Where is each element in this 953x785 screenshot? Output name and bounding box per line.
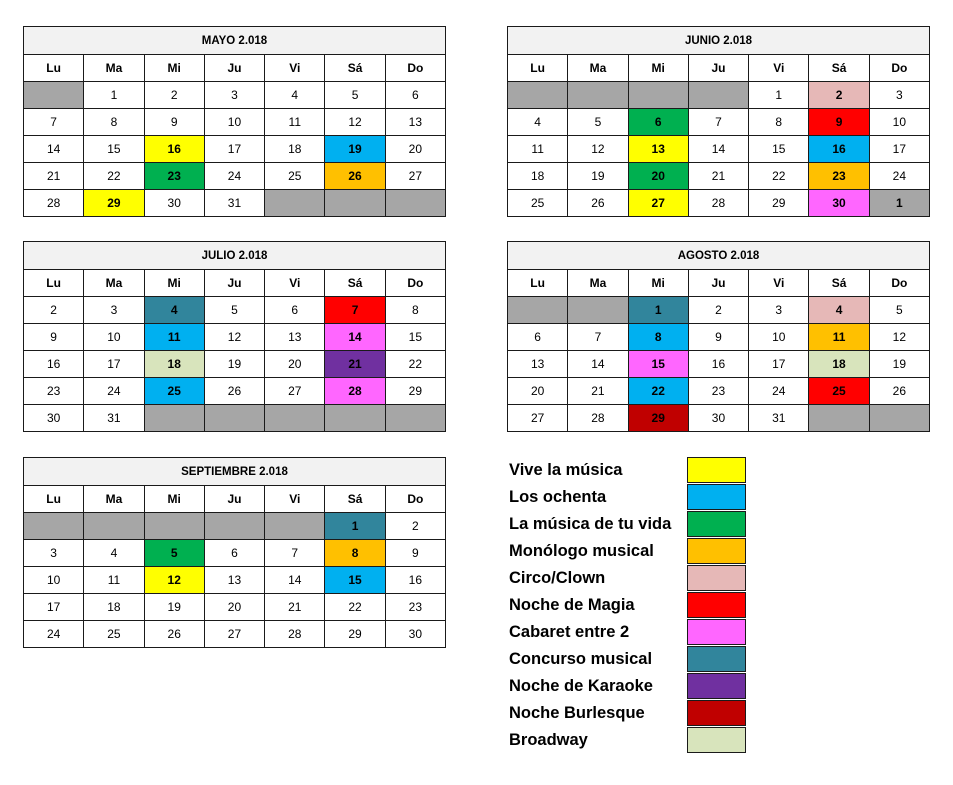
day-cell: 22 <box>749 163 809 190</box>
weekday-header: Sá <box>809 270 869 297</box>
week-row <box>508 297 930 324</box>
day-cell: 5 <box>325 82 385 109</box>
day-cell: 14 <box>568 351 628 378</box>
event-day-cell: 7 <box>325 297 385 324</box>
day-cell: 3 <box>24 540 84 567</box>
weekday-header: Mi <box>144 55 204 82</box>
day-cell: 19 <box>144 594 204 621</box>
weekday-header: Sá <box>325 270 385 297</box>
day-cell: 15 <box>385 324 445 351</box>
legend-color-swatch <box>687 592 746 618</box>
weekday-header: Do <box>869 55 929 82</box>
event-day-cell: 14 <box>325 324 385 351</box>
empty-day-cell <box>265 513 325 540</box>
weekday-header-row <box>24 486 446 513</box>
day-cell: 7 <box>688 109 748 136</box>
day-cell: 10 <box>749 324 809 351</box>
event-day-cell: 26 <box>325 163 385 190</box>
day-cell: 30 <box>144 190 204 217</box>
weekday-header: Mi <box>628 270 688 297</box>
day-cell: 12 <box>568 136 628 163</box>
day-cell: 5 <box>568 109 628 136</box>
day-cell: 3 <box>749 297 809 324</box>
event-day-cell: 8 <box>628 324 688 351</box>
weekday-header: Sá <box>809 55 869 82</box>
day-cell: 4 <box>84 540 144 567</box>
weekday-header-row <box>508 270 930 297</box>
weekday-header: Vi <box>265 486 325 513</box>
legend-label: Concurso musical <box>509 650 653 668</box>
event-day-cell: 19 <box>325 136 385 163</box>
empty-day-cell <box>568 82 628 109</box>
day-cell: 29 <box>385 378 445 405</box>
legend-color-swatch <box>687 484 746 510</box>
day-cell: 10 <box>204 109 264 136</box>
weekday-header: Lu <box>24 270 84 297</box>
day-cell: 26 <box>869 378 929 405</box>
day-cell: 25 <box>508 190 568 217</box>
day-cell: 18 <box>84 594 144 621</box>
day-cell: 28 <box>24 190 84 217</box>
day-cell: 19 <box>204 351 264 378</box>
day-cell: 28 <box>688 190 748 217</box>
legend-label: La música de tu vida <box>509 515 672 533</box>
day-cell: 30 <box>385 621 445 648</box>
weekday-header: Ju <box>204 486 264 513</box>
event-day-cell: 1 <box>628 297 688 324</box>
weekday-header: Mi <box>628 55 688 82</box>
day-cell: 18 <box>265 136 325 163</box>
event-day-cell: 27 <box>628 190 688 217</box>
day-cell: 17 <box>24 594 84 621</box>
day-cell: 30 <box>688 405 748 432</box>
event-day-cell: 4 <box>144 297 204 324</box>
event-day-cell: 4 <box>809 297 869 324</box>
week-row <box>24 567 446 594</box>
event-day-cell: 25 <box>809 378 869 405</box>
day-cell: 22 <box>325 594 385 621</box>
week-row <box>24 351 446 378</box>
day-cell: 24 <box>869 163 929 190</box>
day-cell: 20 <box>265 351 325 378</box>
day-cell: 10 <box>869 109 929 136</box>
day-cell: 3 <box>84 297 144 324</box>
calendar-may <box>23 26 446 217</box>
calendar-september <box>23 457 446 648</box>
day-cell: 25 <box>84 621 144 648</box>
weekday-header: Vi <box>265 55 325 82</box>
calendar-title: MAYO 2.018 <box>24 27 446 55</box>
day-cell: 12 <box>204 324 264 351</box>
day-cell: 11 <box>84 567 144 594</box>
week-row <box>508 163 930 190</box>
event-day-cell: 30 <box>809 190 869 217</box>
weekday-header-row <box>24 55 446 82</box>
day-cell: 6 <box>508 324 568 351</box>
legend-color-swatch <box>687 727 746 753</box>
event-day-cell: 11 <box>144 324 204 351</box>
calendar-june <box>507 26 930 217</box>
calendar-title: AGOSTO 2.018 <box>508 242 930 270</box>
week-row <box>24 297 446 324</box>
week-row <box>24 163 446 190</box>
weekday-header-row <box>24 270 446 297</box>
weekday-header: Ma <box>568 55 628 82</box>
week-row <box>24 621 446 648</box>
week-row <box>508 136 930 163</box>
day-cell: 21 <box>568 378 628 405</box>
weekday-header: Do <box>385 486 445 513</box>
weekday-header: Ju <box>204 270 264 297</box>
legend-color-swatch <box>687 700 746 726</box>
day-cell: 24 <box>204 163 264 190</box>
day-cell: 12 <box>869 324 929 351</box>
weekday-header: Mi <box>144 486 204 513</box>
empty-day-cell <box>385 190 445 217</box>
day-cell: 27 <box>385 163 445 190</box>
week-row <box>508 324 930 351</box>
weekday-header: Ma <box>84 270 144 297</box>
calendar-title: SEPTIEMBRE 2.018 <box>24 458 446 486</box>
week-row <box>24 405 446 432</box>
day-cell: 7 <box>265 540 325 567</box>
day-cell: 7 <box>568 324 628 351</box>
week-row <box>24 109 446 136</box>
event-day-cell: 1 <box>325 513 385 540</box>
day-cell: 23 <box>24 378 84 405</box>
event-day-cell: 21 <box>325 351 385 378</box>
event-day-cell: 8 <box>325 540 385 567</box>
empty-day-cell: 1 <box>869 190 929 217</box>
legend-label: Vive la música <box>509 461 623 479</box>
week-row <box>508 405 930 432</box>
day-cell: 4 <box>508 109 568 136</box>
legend-label: Noche de Karaoke <box>509 677 653 695</box>
event-day-cell: 16 <box>809 136 869 163</box>
empty-day-cell <box>385 405 445 432</box>
day-cell: 31 <box>84 405 144 432</box>
day-cell: 4 <box>265 82 325 109</box>
day-cell: 2 <box>385 513 445 540</box>
day-cell: 18 <box>508 163 568 190</box>
event-day-cell: 28 <box>325 378 385 405</box>
empty-day-cell <box>508 82 568 109</box>
day-cell: 6 <box>385 82 445 109</box>
day-cell: 21 <box>688 163 748 190</box>
legend-color-swatch <box>687 538 746 564</box>
week-row <box>24 594 446 621</box>
event-day-cell: 29 <box>628 405 688 432</box>
day-cell: 16 <box>385 567 445 594</box>
day-cell: 10 <box>84 324 144 351</box>
empty-day-cell <box>144 513 204 540</box>
weekday-header: Vi <box>749 55 809 82</box>
day-cell: 11 <box>508 136 568 163</box>
day-cell: 19 <box>869 351 929 378</box>
event-day-cell: 18 <box>809 351 869 378</box>
legend-color-swatch <box>687 457 746 483</box>
event-day-cell: 20 <box>628 163 688 190</box>
day-cell: 27 <box>508 405 568 432</box>
calendar-title: JUNIO 2.018 <box>508 27 930 55</box>
weekday-header: Ma <box>84 55 144 82</box>
weekday-header: Ju <box>688 55 748 82</box>
day-cell: 29 <box>749 190 809 217</box>
day-cell: 24 <box>84 378 144 405</box>
day-cell: 26 <box>144 621 204 648</box>
weekday-header: Lu <box>508 55 568 82</box>
day-cell: 13 <box>385 109 445 136</box>
day-cell: 9 <box>24 324 84 351</box>
day-cell: 3 <box>204 82 264 109</box>
day-cell: 13 <box>265 324 325 351</box>
weekday-header: Ma <box>568 270 628 297</box>
day-cell: 19 <box>568 163 628 190</box>
calendar-title-row <box>24 458 446 486</box>
legend-color-swatch <box>687 619 746 645</box>
week-row <box>508 82 930 109</box>
week-row <box>24 324 446 351</box>
day-cell: 9 <box>688 324 748 351</box>
day-cell: 29 <box>325 621 385 648</box>
day-cell: 9 <box>385 540 445 567</box>
empty-day-cell <box>325 190 385 217</box>
weekday-header: Do <box>869 270 929 297</box>
weekday-header-row <box>508 55 930 82</box>
day-cell: 28 <box>265 621 325 648</box>
day-cell: 9 <box>144 109 204 136</box>
day-cell: 23 <box>688 378 748 405</box>
event-day-cell: 13 <box>628 136 688 163</box>
event-day-cell: 15 <box>325 567 385 594</box>
calendar-title-row <box>508 242 930 270</box>
day-cell: 24 <box>24 621 84 648</box>
empty-day-cell <box>628 82 688 109</box>
legend-label: Cabaret entre 2 <box>509 623 630 641</box>
weekday-header: Sá <box>325 55 385 82</box>
day-cell: 27 <box>204 621 264 648</box>
day-cell: 8 <box>749 109 809 136</box>
event-day-cell: 2 <box>809 82 869 109</box>
day-cell: 17 <box>869 136 929 163</box>
day-cell: 1 <box>84 82 144 109</box>
day-cell: 14 <box>265 567 325 594</box>
day-cell: 2 <box>24 297 84 324</box>
legend-label: Broadway <box>509 731 588 749</box>
event-day-cell: 9 <box>809 109 869 136</box>
event-day-cell: 12 <box>144 567 204 594</box>
weekday-header: Ju <box>204 55 264 82</box>
empty-day-cell <box>265 405 325 432</box>
day-cell: 14 <box>688 136 748 163</box>
event-day-cell: 18 <box>144 351 204 378</box>
weekday-header: Ma <box>84 486 144 513</box>
weekday-header: Vi <box>749 270 809 297</box>
day-cell: 8 <box>385 297 445 324</box>
empty-day-cell <box>84 513 144 540</box>
event-day-cell: 23 <box>144 163 204 190</box>
day-cell: 20 <box>385 136 445 163</box>
week-row <box>508 351 930 378</box>
legend-label: Monólogo musical <box>509 542 654 560</box>
day-cell: 22 <box>84 163 144 190</box>
event-day-cell: 6 <box>628 109 688 136</box>
day-cell: 10 <box>24 567 84 594</box>
day-cell: 23 <box>385 594 445 621</box>
weekday-header: Lu <box>24 55 84 82</box>
week-row <box>24 190 446 217</box>
day-cell: 31 <box>749 405 809 432</box>
calendar-title: JULIO 2.018 <box>24 242 446 270</box>
empty-day-cell <box>265 190 325 217</box>
legend-color-swatch <box>687 511 746 537</box>
day-cell: 28 <box>568 405 628 432</box>
legend-label: Noche de Magia <box>509 596 635 614</box>
week-row <box>508 109 930 136</box>
day-cell: 13 <box>508 351 568 378</box>
day-cell: 26 <box>204 378 264 405</box>
day-cell: 11 <box>265 109 325 136</box>
week-row <box>508 190 930 217</box>
legend-color-swatch <box>687 565 746 591</box>
empty-day-cell <box>204 405 264 432</box>
empty-day-cell <box>688 82 748 109</box>
day-cell: 6 <box>265 297 325 324</box>
calendar-title-row <box>24 242 446 270</box>
legend-label: Circo/Clown <box>509 569 606 587</box>
weekday-header: Sá <box>325 486 385 513</box>
day-cell: 24 <box>749 378 809 405</box>
day-cell: 6 <box>204 540 264 567</box>
day-cell: 20 <box>204 594 264 621</box>
day-cell: 8 <box>84 109 144 136</box>
empty-day-cell <box>869 405 929 432</box>
legend-color-swatch <box>687 673 746 699</box>
day-cell: 16 <box>24 351 84 378</box>
day-cell: 27 <box>265 378 325 405</box>
weekday-header: Mi <box>144 270 204 297</box>
empty-day-cell <box>204 513 264 540</box>
empty-day-cell <box>24 82 84 109</box>
day-cell: 22 <box>385 351 445 378</box>
day-cell: 17 <box>204 136 264 163</box>
event-day-cell: 23 <box>809 163 869 190</box>
weekday-header: Vi <box>265 270 325 297</box>
day-cell: 26 <box>568 190 628 217</box>
day-cell: 5 <box>869 297 929 324</box>
legend-label: Los ochenta <box>509 488 607 506</box>
empty-day-cell <box>144 405 204 432</box>
week-row <box>24 136 446 163</box>
empty-day-cell <box>325 405 385 432</box>
calendar-july <box>23 241 446 432</box>
day-cell: 2 <box>688 297 748 324</box>
empty-day-cell <box>24 513 84 540</box>
day-cell: 16 <box>688 351 748 378</box>
empty-day-cell <box>508 297 568 324</box>
event-day-cell: 25 <box>144 378 204 405</box>
weekday-header: Ju <box>688 270 748 297</box>
weekday-header: Do <box>385 270 445 297</box>
legend-color-swatch <box>687 646 746 672</box>
day-cell: 13 <box>204 567 264 594</box>
day-cell: 15 <box>749 136 809 163</box>
event-day-cell: 16 <box>144 136 204 163</box>
event-day-cell: 11 <box>809 324 869 351</box>
week-row <box>508 378 930 405</box>
day-cell: 5 <box>204 297 264 324</box>
day-cell: 25 <box>265 163 325 190</box>
calendar-title-row <box>24 27 446 55</box>
legend-label: Noche Burlesque <box>509 704 645 722</box>
day-cell: 30 <box>24 405 84 432</box>
day-cell: 20 <box>508 378 568 405</box>
week-row <box>24 540 446 567</box>
week-row <box>24 82 446 109</box>
weekday-header: Lu <box>508 270 568 297</box>
week-row <box>24 378 446 405</box>
weekday-header: Lu <box>24 486 84 513</box>
day-cell: 17 <box>84 351 144 378</box>
day-cell: 21 <box>265 594 325 621</box>
calendar-august <box>507 241 930 432</box>
day-cell: 21 <box>24 163 84 190</box>
empty-day-cell <box>809 405 869 432</box>
event-day-cell: 5 <box>144 540 204 567</box>
day-cell: 15 <box>84 136 144 163</box>
day-cell: 2 <box>144 82 204 109</box>
day-cell: 14 <box>24 136 84 163</box>
calendar-title-row <box>508 27 930 55</box>
week-row <box>24 513 446 540</box>
day-cell: 3 <box>869 82 929 109</box>
day-cell: 17 <box>749 351 809 378</box>
day-cell: 12 <box>325 109 385 136</box>
day-cell: 7 <box>24 109 84 136</box>
empty-day-cell <box>568 297 628 324</box>
day-cell: 31 <box>204 190 264 217</box>
weekday-header: Do <box>385 55 445 82</box>
day-cell: 1 <box>749 82 809 109</box>
event-day-cell: 15 <box>628 351 688 378</box>
event-day-cell: 22 <box>628 378 688 405</box>
event-day-cell: 29 <box>84 190 144 217</box>
